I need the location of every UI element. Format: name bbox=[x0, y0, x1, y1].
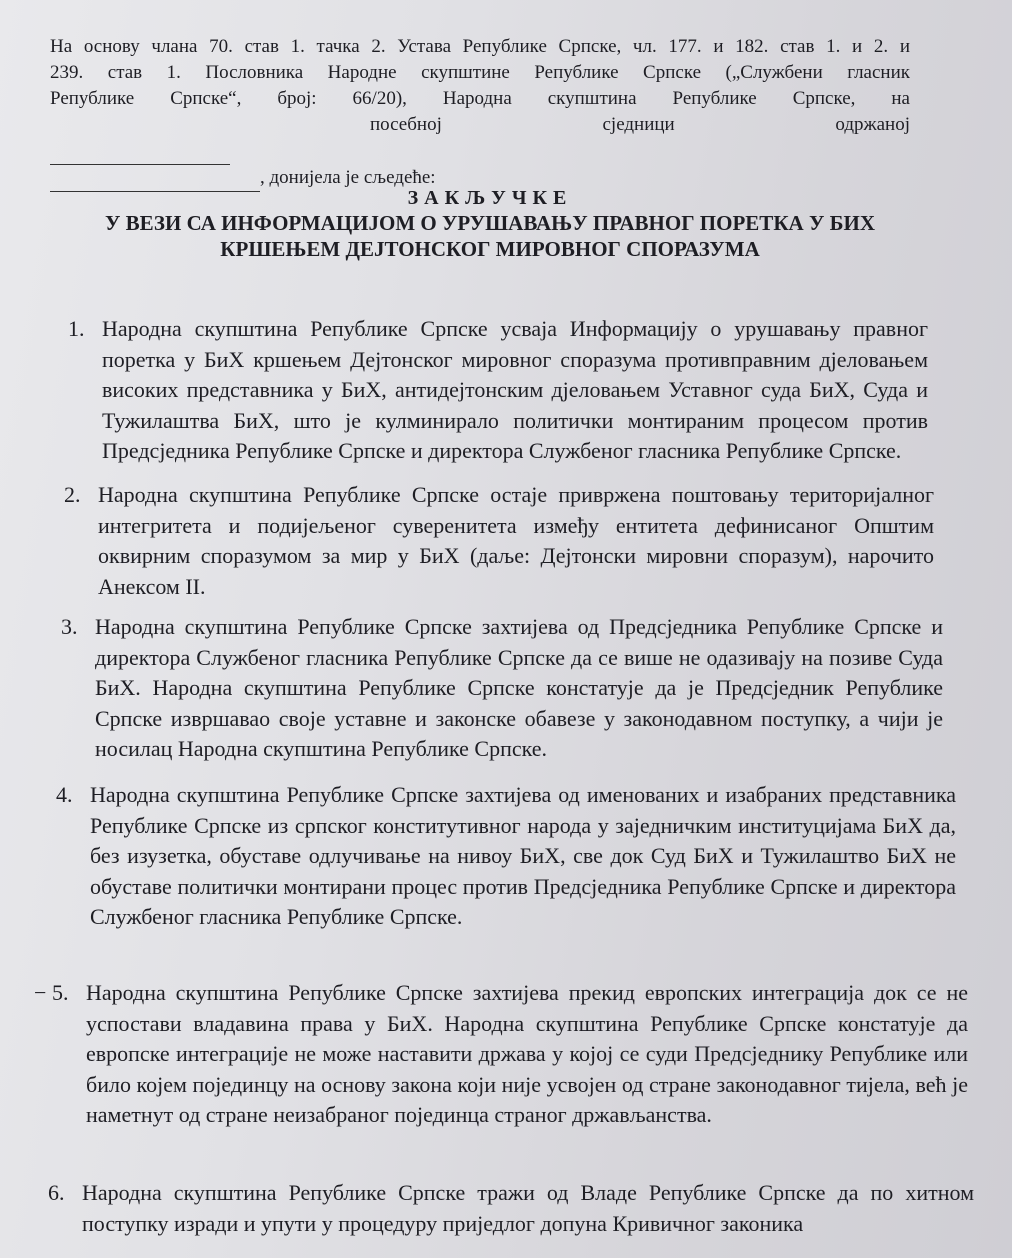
preamble-line-1: На основу члана 70. став 1. тачка 2. Устава Републике Српске, чл. 177. и 182. став 1. и 2. и bbox=[50, 36, 910, 57]
preamble bbox=[50, 34, 910, 192]
conclusion-item-5 bbox=[34, 978, 968, 1131]
preamble-line-5: , донијела је сљедеће: bbox=[260, 167, 436, 188]
item-number: 3. bbox=[61, 614, 78, 639]
item-number: 5. bbox=[52, 980, 69, 1005]
preamble-blank-row-1 bbox=[50, 138, 910, 165]
conclusion-item-1 bbox=[68, 314, 928, 467]
title-line-3: КРШЕЊЕМ ДЕЈТОНСКОГ МИРОВНОГ СПОРАЗУМА bbox=[220, 237, 760, 261]
conclusion-item-4 bbox=[56, 780, 956, 933]
item-text: Народна скупштина Републике Српске усваја Информацију о урушавању правног поретка у БиХ кршењем Дејтонског мировног споразума противправним дјеловањем високих представника у БиХ, антидејтонским дјеловањем Уставног суда БиХ, Суда и Тужилаштва БиХ, што је кулминирало политички монтираним процесом против Предсједника Републике Српске и директора Службеног гласника Републике Српске. bbox=[102, 316, 928, 463]
item-text: Народна скупштина Републике Српске захтијева прекид европских интеграција док се не успостави владавина права у БиХ. Народна скупштина Републике Српске констатује да европске интеграције не може наставити држава у којој се суди Предсједнику Републике или било којем појединцу на основу закона који није усвојен од стране законодавног тијела, већ је наметнут од стране неизабраног појединца страног држављанства. bbox=[86, 980, 968, 1127]
document-title bbox=[40, 186, 940, 262]
preamble-line-4: посебној сједници одржаној bbox=[370, 114, 910, 135]
title-line-2: У ВЕЗИ СА ИНФОРМАЦИЈОМ О УРУШАВАЊУ ПРАВНОГ ПОРЕТКА У БИХ bbox=[104, 211, 876, 235]
preamble-line-3: Републике Српске“, број: 66/20), Народна скупштина Републике Српске, на bbox=[50, 88, 910, 109]
preamble-line-2: 239. став 1. Пословника Народне скупштине Републике Српске („Службени гласник bbox=[50, 62, 910, 83]
item-text: Народна скупштина Републике Српске тражи од Владе Републике Српске да по хитном поступку изради и упути у процедуру приједлог допуна Кривичног законика bbox=[82, 1180, 974, 1236]
conclusion-item-6 bbox=[48, 1178, 974, 1239]
item-text: Народна скупштина Републике Српске остаје привржена поштовању територијалног интегритета и подијељеног суверенитета између ентитета дефинисаног Општим оквирним споразумом за мир у БиХ (даље: Дејтонски мировни споразум), нарочито Анексом II. bbox=[98, 482, 934, 599]
title-line-1: ЗАКЉУЧКЕ bbox=[407, 187, 573, 209]
item-number: 4. bbox=[56, 782, 73, 807]
conclusion-item-2 bbox=[64, 480, 934, 602]
item-text: Народна скупштина Републике Српске захтијева од Предсједника Републике Српске и директора Службеног гласника Републике Српске да се више не одазивају на позиве Суда БиХ. Народна скупштина Републике Српске констатује да је Предсједник Републике Српске извршавао своје уставне и законске обавезе у законодавном поступку, а чији је носилац Народна скупштина Републике Српске. bbox=[95, 614, 943, 761]
item-number: 1. bbox=[68, 316, 85, 341]
item-number: 6. bbox=[48, 1180, 65, 1205]
item-number: 2. bbox=[64, 482, 81, 507]
blank-line bbox=[50, 138, 230, 165]
conclusion-item-3 bbox=[61, 612, 943, 765]
item-text: Народна скупштина Републике Српске захтијева од именованих и изабраних представника Републике Српске из српског конститутивног народа у заједничким институцијама БиХ да, без изузетка, обуставе одлучивање на нивоу БиХ, све док Суд БиХ и Тужилаштво БиХ не обуставе политички монтирани процес против Предсједника Републике Српске и директора Службеног гласника Републике Српске. bbox=[90, 782, 956, 929]
margin-mark: − bbox=[34, 980, 47, 1005]
